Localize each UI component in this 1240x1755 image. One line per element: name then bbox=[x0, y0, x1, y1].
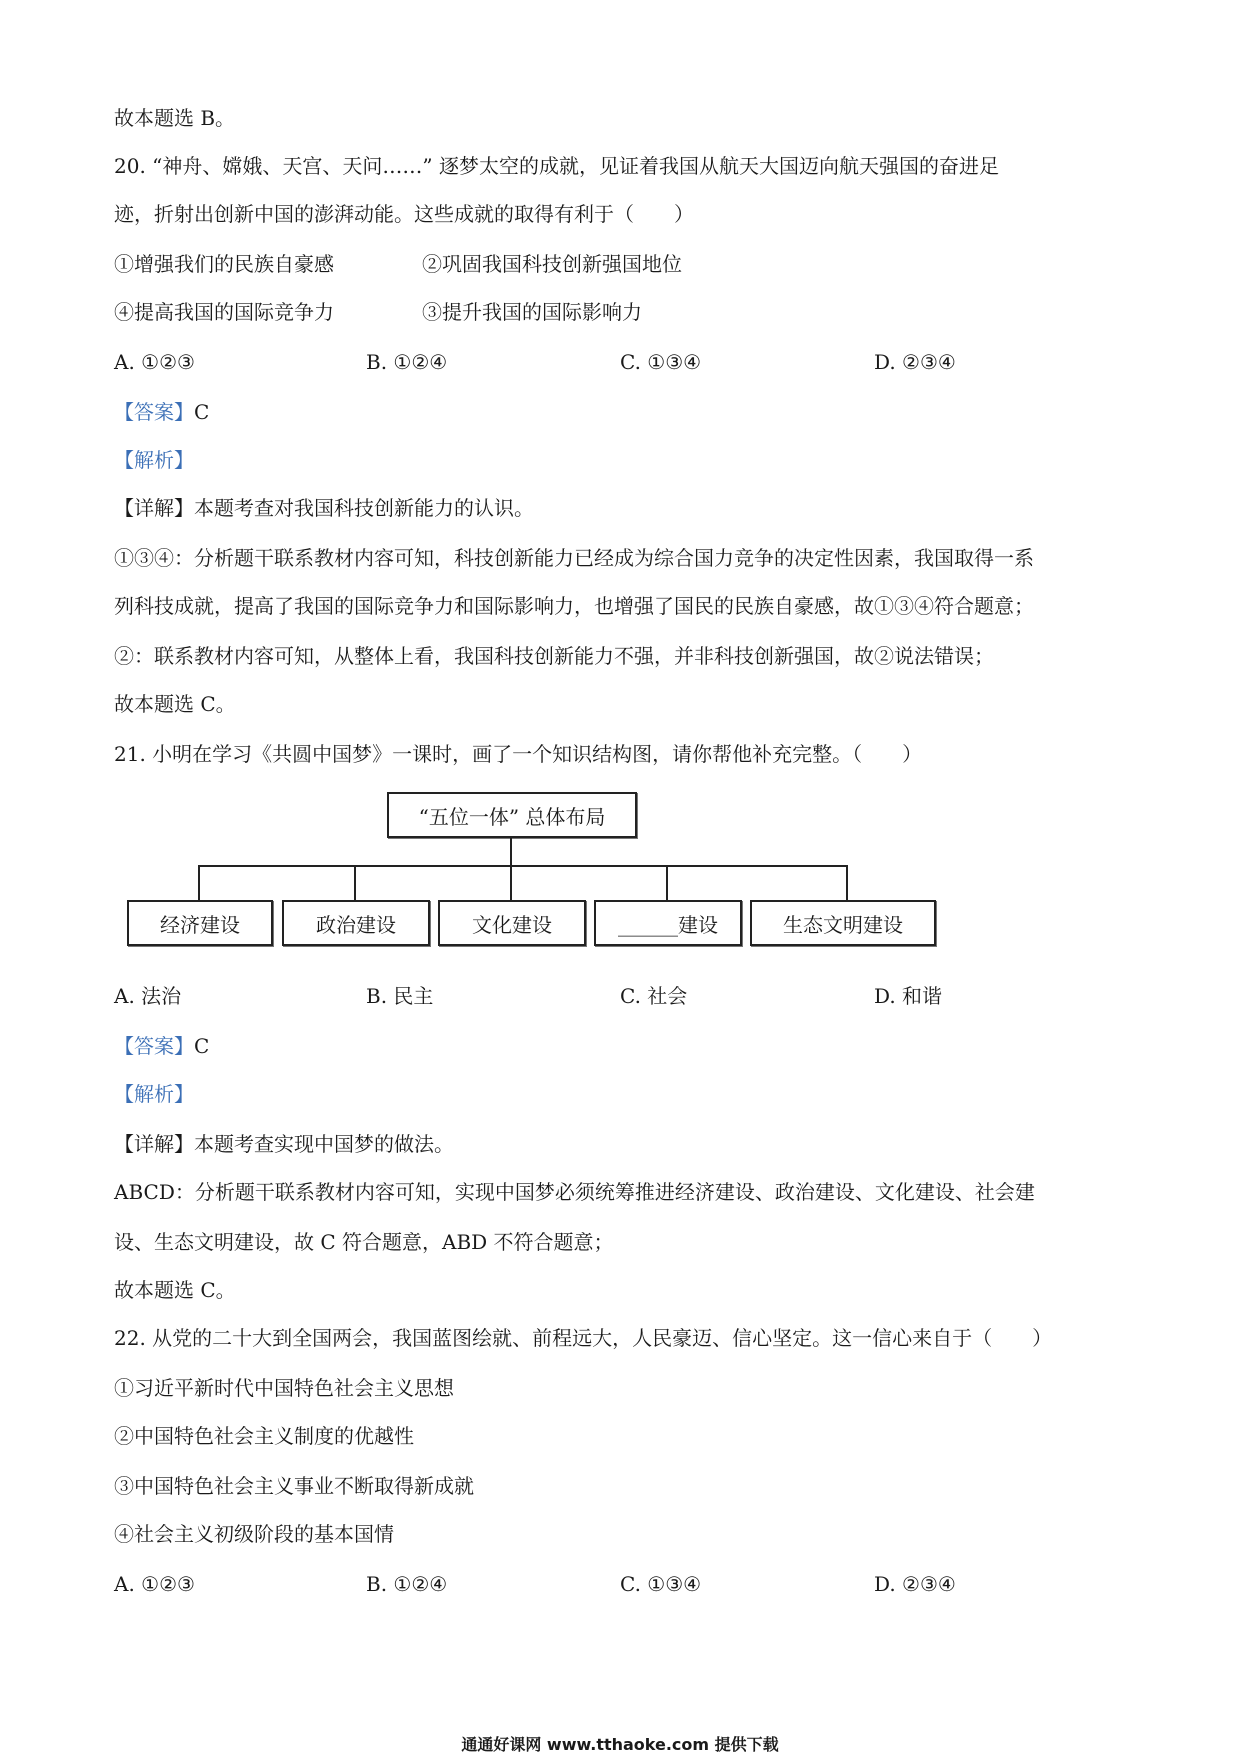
q20-option-c: C. ①③④ bbox=[620, 350, 702, 374]
q21-option-b: B. 民主 bbox=[366, 984, 434, 1008]
q22-stem: 22. 从党的二十大到全国两会，我国蓝图绘就、前程远大，人民豪迈、信心坚定。这一信心来自于（ ） bbox=[114, 1326, 1053, 1350]
q20-explanation-2: 列科技成就，提高了我国的国际竞争力和国际影响力，也增强了国民的民族自豪感，故①③④符合题意； bbox=[114, 594, 1034, 618]
answer-value: C bbox=[194, 1034, 210, 1058]
diagram-connector-stem bbox=[510, 836, 512, 866]
q22-option-c: C. ①③④ bbox=[620, 1572, 702, 1596]
q20-statement-1: ①增强我们的民族自豪感 bbox=[114, 252, 334, 276]
q21-option-a: A. 法治 bbox=[114, 984, 182, 1008]
q21-option-d: D. 和谐 bbox=[874, 984, 943, 1008]
q21-explanation-1: ABCD：分析题干联系教材内容可知，实现中国梦必须统筹推进经济建设、政治建设、文化建设、社会建 bbox=[114, 1180, 1035, 1204]
q21-stem: 21. 小明在学习《共圆中国梦》一课时，画了一个知识结构图，请你帮他补充完整。（ ） bbox=[114, 742, 923, 766]
q20-explanation-1: ①③④：分析题干联系教材内容可知，科技创新能力已经成为综合国力竞争的决定性因素，我国取得一系 bbox=[114, 546, 1034, 570]
prev-conclusion: 故本题选 B。 bbox=[114, 106, 236, 130]
q22-statement-4: ④社会主义初级阶段的基本国情 bbox=[114, 1522, 394, 1546]
diagram-connector-4 bbox=[666, 865, 668, 901]
diagram-box-blank: ______建设 bbox=[594, 900, 742, 946]
q21-answer bbox=[114, 1032, 209, 1060]
q22-statement-2: ②中国特色社会主义制度的优越性 bbox=[114, 1424, 414, 1448]
diagram-top-box: “五位一体” 总体布局 bbox=[387, 792, 637, 838]
diagram-connector-1 bbox=[198, 865, 200, 901]
diagram-box-culture: 文化建设 bbox=[438, 900, 586, 946]
diagram-connector-3 bbox=[510, 865, 512, 901]
q20-analysis-tag: 【解析】 bbox=[114, 448, 194, 472]
q20-answer bbox=[114, 398, 209, 426]
diagram-connector-bar bbox=[198, 865, 848, 867]
q20-explanation-3: ②：联系教材内容可知，从整体上看，我国科技创新能力不强，并非科技创新强国，故②说法错误； bbox=[114, 644, 994, 668]
q20-conclusion: 故本题选 C。 bbox=[114, 692, 236, 716]
diagram-connector-2 bbox=[354, 865, 356, 901]
q21-detail: 【详解】本题考查实现中国梦的做法。 bbox=[114, 1132, 454, 1156]
q20-stem-line2: 迹，折射出创新中国的澎湃动能。这些成就的取得有利于（ ） bbox=[114, 202, 694, 226]
knowledge-structure-diagram bbox=[122, 786, 942, 956]
q20-option-d: D. ②③④ bbox=[874, 350, 956, 374]
q22-statement-3: ③中国特色社会主义事业不断取得新成就 bbox=[114, 1474, 474, 1498]
q21-explanation-2: 设、生态文明建设，故 C 符合题意，ABD 不符合题意； bbox=[114, 1230, 614, 1254]
q20-option-a: A. ①②③ bbox=[114, 350, 195, 374]
q21-option-c: C. 社会 bbox=[620, 984, 688, 1008]
answer-value: C bbox=[194, 400, 210, 424]
diagram-box-politics: 政治建设 bbox=[282, 900, 430, 946]
diagram-connector-5 bbox=[846, 865, 848, 901]
q22-option-a: A. ①②③ bbox=[114, 1572, 195, 1596]
q22-statement-1: ①习近平新时代中国特色社会主义思想 bbox=[114, 1376, 454, 1400]
q22-option-d: D. ②③④ bbox=[874, 1572, 956, 1596]
answer-tag: 【答案】 bbox=[114, 400, 194, 424]
q20-statement-4: ④提高我国的国际竞争力 bbox=[114, 300, 334, 324]
q20-stem-line1: 20. “神舟、嫦娥、天宫、天问……” 逐梦太空的成就，见证着我国从航天大国迈向航天强国的奋进足 bbox=[114, 154, 999, 178]
q20-detail: 【详解】本题考查对我国科技创新能力的认识。 bbox=[114, 496, 534, 520]
q20-statement-3: ③提升我国的国际影响力 bbox=[422, 300, 642, 324]
diagram-box-ecology: 生态文明建设 bbox=[750, 900, 936, 946]
q20-statement-2: ②巩固我国科技创新强国地位 bbox=[422, 252, 682, 276]
q22-option-b: B. ①②④ bbox=[366, 1572, 448, 1596]
q21-conclusion: 故本题选 C。 bbox=[114, 1278, 236, 1302]
page-footer: 通通好课网 www.tthaoke.com 提供下载 bbox=[461, 1735, 779, 1754]
q20-option-b: B. ①②④ bbox=[366, 350, 448, 374]
diagram-box-economy: 经济建设 bbox=[127, 900, 273, 946]
answer-tag: 【答案】 bbox=[114, 1034, 194, 1058]
q21-analysis-tag: 【解析】 bbox=[114, 1082, 194, 1106]
